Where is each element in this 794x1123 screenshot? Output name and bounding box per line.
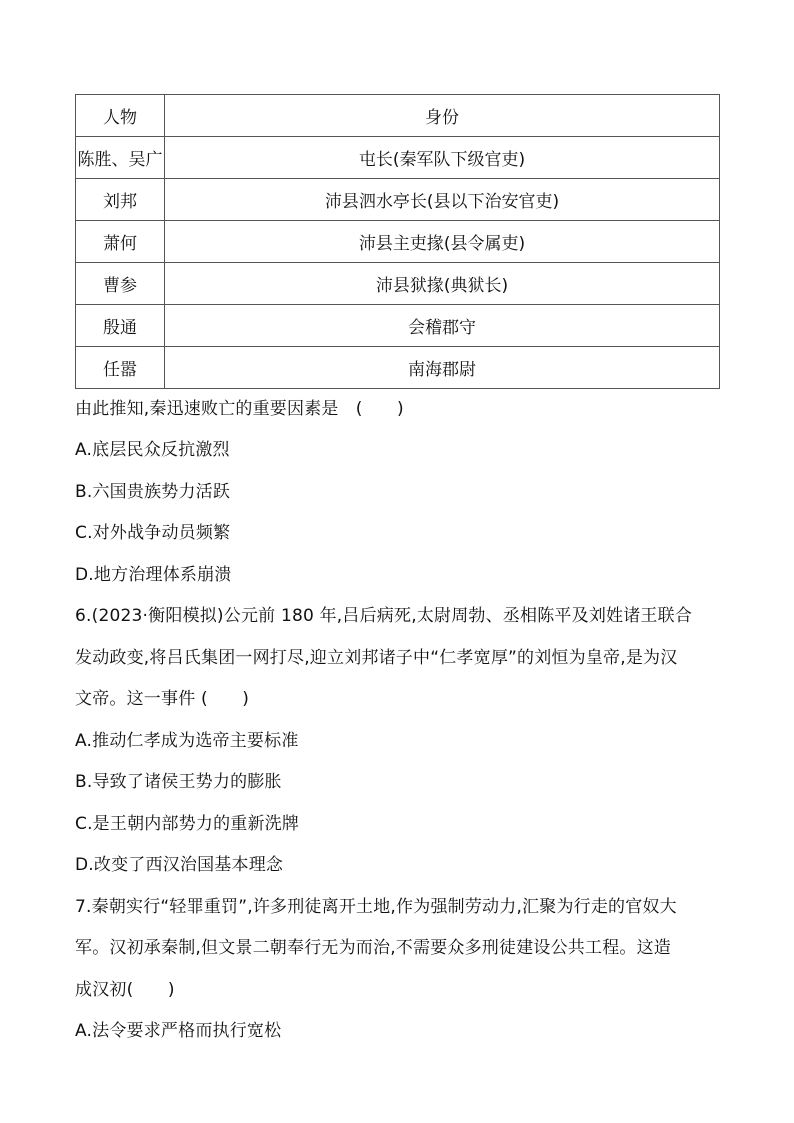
table-row bbox=[76, 263, 720, 305]
table-row bbox=[76, 305, 720, 347]
header-person: 人物 bbox=[76, 95, 165, 137]
q6-option-b: B.导致了诸侯王势力的膨胀 bbox=[75, 772, 282, 792]
q5-option-a: A.底层民众反抗激烈 bbox=[75, 440, 230, 460]
cell-person: 陈胜、吴广 bbox=[76, 137, 165, 179]
cell-person: 萧何 bbox=[76, 221, 165, 263]
table-row bbox=[76, 347, 720, 389]
cell-person: 曹参 bbox=[76, 263, 165, 305]
table-row bbox=[76, 221, 720, 263]
q6-option-c: C.是王朝内部势力的重新洗牌 bbox=[75, 814, 300, 834]
identity-table bbox=[75, 94, 720, 389]
cell-identity: 沛县泗水亭长(县以下治安官吏) bbox=[165, 179, 720, 221]
cell-identity: 沛县狱掾(典狱长) bbox=[165, 263, 720, 305]
q5-option-c: C.对外战争动员频繁 bbox=[75, 523, 231, 543]
q7-option-a: A.法令要求严格而执行宽松 bbox=[75, 1021, 282, 1041]
q7-stem-line-1: 7.秦朝实行“轻罪重罚”,许多刑徒离开土地,作为强制劳动力,汇聚为行走的官奴大 bbox=[75, 897, 677, 917]
q5-option-b: B.六国贵族势力活跃 bbox=[75, 482, 231, 502]
cell-identity: 屯长(秦军队下级官吏) bbox=[165, 137, 720, 179]
q6-stem-line-1: 6.(2023·衡阳模拟)公元前 180 年,吕后病死,太尉周勃、丞相陈平及刘姓诸王联合 bbox=[75, 606, 693, 626]
q5-option-d: D.地方治理体系崩溃 bbox=[75, 565, 232, 585]
q6-option-a: A.推动仁孝成为选帝主要标准 bbox=[75, 731, 299, 751]
table-header-row bbox=[76, 95, 720, 137]
q6-option-d: D.改变了西汉治国基本理念 bbox=[75, 855, 284, 875]
cell-person: 殷通 bbox=[76, 305, 165, 347]
table-row bbox=[76, 137, 720, 179]
q7-stem-line-2: 军。汉初承秦制,但文景二朝奉行无为而治,不需要众多刑徒建设公共工程。这造 bbox=[75, 938, 672, 958]
cell-identity: 会稽郡守 bbox=[165, 305, 720, 347]
q6-stem-line-3: 文帝。这一事件 ( ) bbox=[75, 689, 250, 709]
q5-stem: 由此推知,秦迅速败亡的重要因素是 ( ) bbox=[75, 399, 404, 419]
table-row bbox=[76, 179, 720, 221]
cell-identity: 南海郡尉 bbox=[165, 347, 720, 389]
q7-stem-line-3: 成汉初( ) bbox=[75, 980, 175, 1000]
header-identity: 身份 bbox=[165, 95, 720, 137]
q6-stem-line-2: 发动政变,将吕氏集团一网打尽,迎立刘邦诸子中“仁孝宽厚”的刘恒为皇帝,是为汉 bbox=[75, 648, 678, 668]
cell-identity: 沛县主吏掾(县令属吏) bbox=[165, 221, 720, 263]
cell-person: 任嚣 bbox=[76, 347, 165, 389]
cell-person: 刘邦 bbox=[76, 179, 165, 221]
